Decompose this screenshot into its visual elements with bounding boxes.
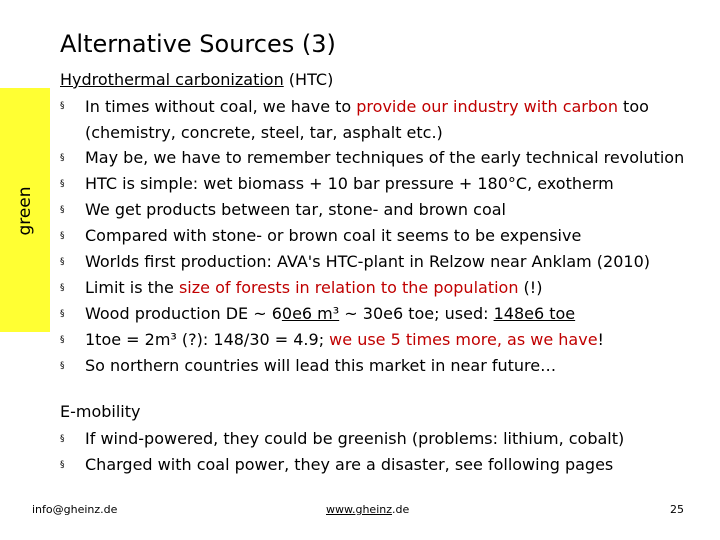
bullet-text: So northern countries will lead this market in near future… xyxy=(85,356,557,375)
bullet-text: HTC is simple: wet biomass + 10 bar pressure + 180°C, exotherm xyxy=(85,174,614,193)
bullet-text: If wind-powered, they could be greenish (problems: lithium, cobalt) xyxy=(85,429,625,448)
page-number: 25 xyxy=(670,503,684,516)
bullet-item xyxy=(60,327,700,353)
bullet-marker: § xyxy=(60,101,65,111)
bullet-text: May be, we have to remember techniques of the early technical revolution xyxy=(85,148,685,167)
bullet-marker: § xyxy=(60,179,65,189)
sidebar-label: green xyxy=(15,186,35,236)
bullet-item xyxy=(60,145,700,171)
bullet-marker: § xyxy=(60,283,65,293)
bullet-text: 148e6 toe xyxy=(493,304,576,323)
bullet-text: In times without coal, we have to xyxy=(85,97,357,116)
bullet-text: we use 5 times more, as we have xyxy=(329,330,598,349)
htc-heading-rest: (HTC) xyxy=(283,70,334,89)
footer-website[interactable] xyxy=(326,503,409,516)
bullet-item xyxy=(60,452,700,478)
bullet-text: 1toe = 2m³ (?): 148/30 = 4.9; xyxy=(85,330,330,349)
bullet-item xyxy=(60,249,700,275)
bullet-text: Compared with stone- or brown coal it seems to be expensive xyxy=(85,226,582,245)
bullet-item xyxy=(60,197,700,223)
footer-website-underlined: www.gheinz xyxy=(326,503,392,516)
emobility-bullet-list xyxy=(60,426,700,478)
bullet-marker: § xyxy=(60,231,65,241)
bullet-marker: § xyxy=(60,434,65,444)
bullet-item xyxy=(60,275,700,301)
bullet-text: Charged with coal power, they are a disaster, see following pages xyxy=(85,455,614,474)
bullet-text: Worlds first production: AVA's HTC-plant in Relzow near Anklam (2010) xyxy=(85,252,650,271)
bullet-text: size of forests in relation to the population xyxy=(178,278,519,297)
bullet-marker: § xyxy=(60,257,65,267)
bullet-marker: § xyxy=(60,460,65,470)
bullet-marker: § xyxy=(60,153,65,163)
bullet-text: (!) xyxy=(518,278,543,297)
bullet-text: 0e6 m³ xyxy=(281,304,340,323)
bullet-marker: § xyxy=(60,309,65,319)
slide-title: Alternative Sources (3) xyxy=(60,30,336,58)
bullet-text: Wood production DE ~ 6 xyxy=(85,304,282,323)
bullet-item xyxy=(60,426,700,452)
bullet-item xyxy=(60,171,700,197)
bullet-text: ! xyxy=(597,330,604,349)
bullet-text: Limit is the xyxy=(85,278,179,297)
bullet-item xyxy=(60,94,700,145)
bullet-marker: § xyxy=(60,361,65,371)
htc-heading-underlined: Hydrothermal carbonization xyxy=(60,70,284,89)
bullet-item xyxy=(60,301,700,327)
bullet-text: We get products between tar, stone- and brown coal xyxy=(85,200,506,219)
emobility-heading: E-mobility xyxy=(60,402,141,421)
bullet-item xyxy=(60,223,700,249)
bullet-text: too (chemistry, concrete, steel, tar, asphalt etc.) xyxy=(85,97,649,142)
footer-email[interactable]: info@gheinz.de xyxy=(32,503,118,516)
bullet-text: ~ 30e6 toe; used: xyxy=(339,304,494,323)
bullet-marker: § xyxy=(60,205,65,215)
bullet-item xyxy=(60,353,700,379)
bullet-marker: § xyxy=(60,335,65,345)
htc-heading xyxy=(60,70,333,89)
htc-bullet-list xyxy=(60,94,700,379)
footer-website-rest: .de xyxy=(392,503,410,516)
bullet-text: provide our industry with carbon xyxy=(356,97,618,116)
